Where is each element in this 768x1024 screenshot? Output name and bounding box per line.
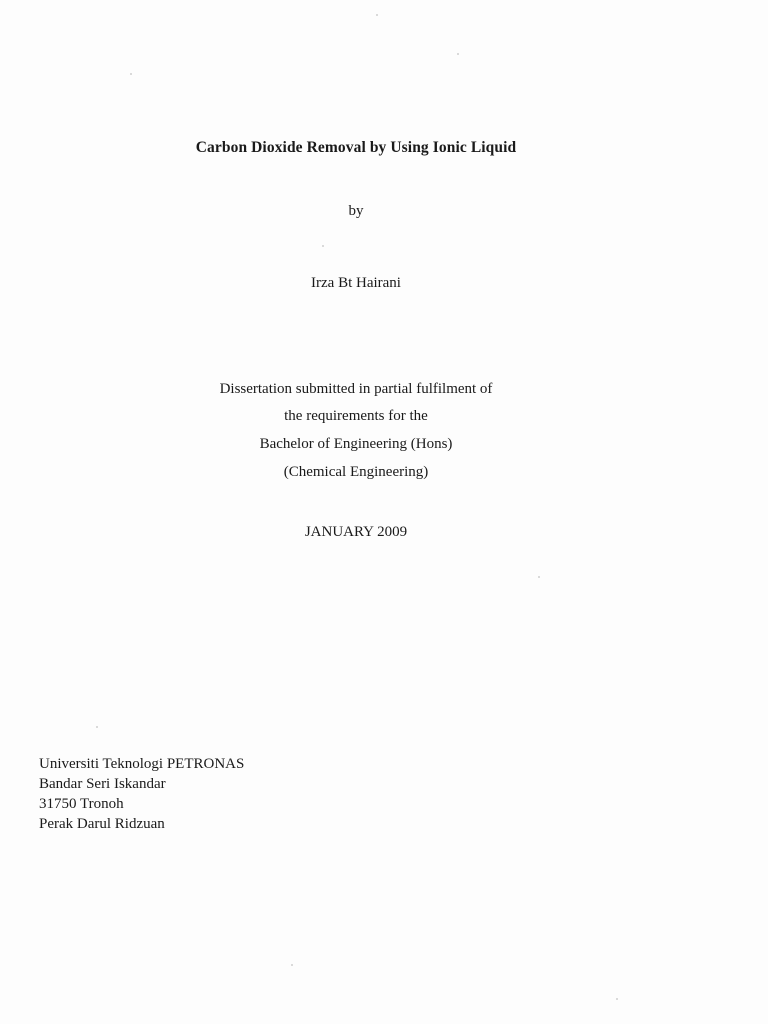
university-address	[39, 754, 244, 834]
scan-speck	[616, 998, 618, 1000]
address-line-state: Perak Darul Ridzuan	[39, 816, 165, 832]
by-label: by	[348, 203, 364, 219]
degree-name: Bachelor of Engineering (Hons)	[259, 436, 453, 452]
scan-speck	[322, 245, 324, 247]
scan-speck	[457, 53, 459, 55]
scan-speck	[291, 964, 293, 966]
discipline-name: (Chemical Engineering)	[283, 464, 429, 480]
scan-speck	[538, 576, 540, 578]
address-line-town: Bandar Seri Iskandar	[39, 776, 166, 792]
scan-speck	[130, 73, 132, 75]
thesis-title: Carbon Dioxide Removal by Using Ionic Liquid	[195, 139, 517, 156]
address-line-postcode: 31750 Tronoh	[39, 796, 124, 812]
scan-speck	[376, 14, 378, 16]
address-line-university: Universiti Teknologi PETRONAS	[39, 756, 245, 772]
author-name: Irza Bt Hairani	[311, 275, 401, 291]
submission-line-2: the requirements for the	[284, 408, 428, 424]
submission-date: JANUARY 2009	[304, 524, 408, 540]
scan-speck	[96, 726, 98, 728]
submission-line-1: Dissertation submitted in partial fulfilment of	[219, 381, 493, 397]
